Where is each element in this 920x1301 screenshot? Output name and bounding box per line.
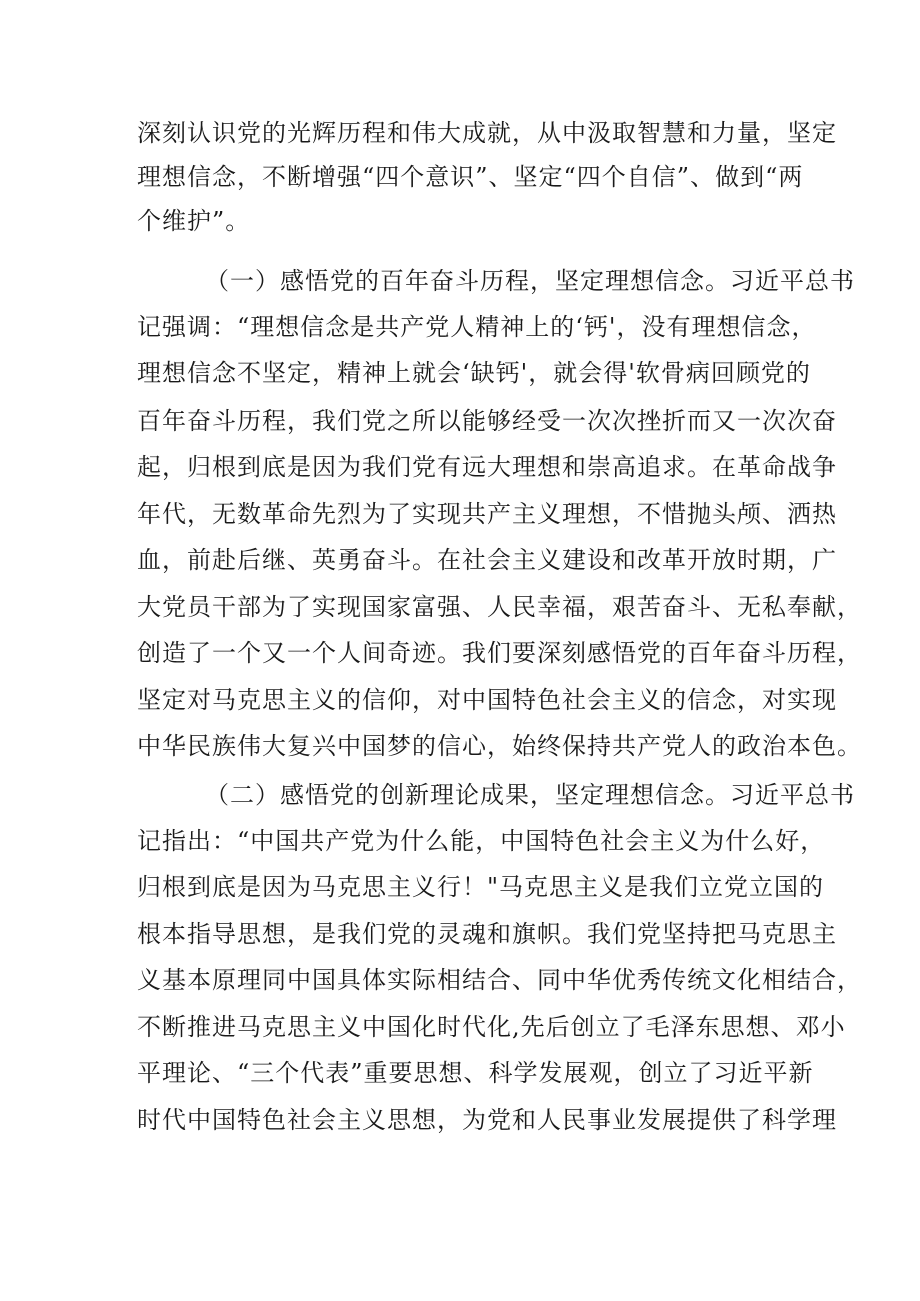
text-line: 记强调：“理想信念是共产党人精神上的‘钙'，没有理想信念，	[137, 313, 817, 341]
paragraph-heading-line: （一）感悟党的百年奋斗历程，坚定理想信念。习近平总书	[205, 267, 855, 295]
text-line: 坚定对马克思主义的信仰，对中国特色社会主义的信念，对实现	[137, 686, 837, 714]
text-line: 起，归根到底是因为我们党有远大理想和崇高追求。在革命战争	[137, 453, 837, 481]
text-line: 根本指导思想，是我们党的灵魂和旗帜。我们党坚持把马克思主	[137, 920, 837, 948]
text-line: 义基本原理同中国具体实际相结合、同中华优秀传统文化相结合，	[137, 966, 862, 994]
text-line: 百年奋斗历程，我们党之所以能够经受一次次挫折而又一次次奋	[137, 407, 837, 435]
text-line: 中华民族伟大复兴中国梦的信心，始终保持共产党人的政治本色。	[137, 732, 862, 760]
text-line: 平理论、“三个代表”重要思想、科学发展观，创立了习近平新	[137, 1059, 814, 1087]
text-line: 理想信念，不断增强“四个意识”、坚定“四个自信”、做到“两	[137, 163, 804, 191]
text-line: 个维护”。	[137, 207, 251, 235]
text-line: 归根到底是因为马克思主义行！"马克思主义是我们立党立国的	[137, 873, 825, 901]
paragraph-heading-line: （二）感悟党的创新理论成果，坚定理想信念。习近平总书	[205, 781, 855, 809]
text-line: 年代，无数革命先烈为了实现共产主义理想，不惜抛头颅、洒热	[137, 500, 837, 528]
text-line: 血，前赴后继、英勇奋斗。在社会主义建设和改革开放时期，广	[137, 546, 837, 574]
text-line: 创造了一个又一个人间奇迹。我们要深刻感悟党的百年奋斗历程，	[137, 639, 862, 667]
text-line: 记指出：“中国共产党为什么能，中国特色社会主义为什么好，	[137, 827, 826, 855]
text-line: 不断推进马克思主义中国化时代化,先后创立了毛泽东思想、邓小	[137, 1013, 846, 1041]
text-line: 大党员干部为了实现国家富强、人民幸福，艰苦奋斗、无私奉献，	[137, 593, 862, 621]
text-line: 理想信念不坚定，精神上就会‘缺钙'，就会得'软骨病回顾党的	[137, 359, 811, 387]
text-line: 时代中国特色社会主义思想，为党和人民事业发展提供了科学理	[137, 1106, 837, 1134]
text-line: 深刻认识党的光辉历程和伟大成就，从中汲取智慧和力量，坚定	[137, 119, 837, 147]
